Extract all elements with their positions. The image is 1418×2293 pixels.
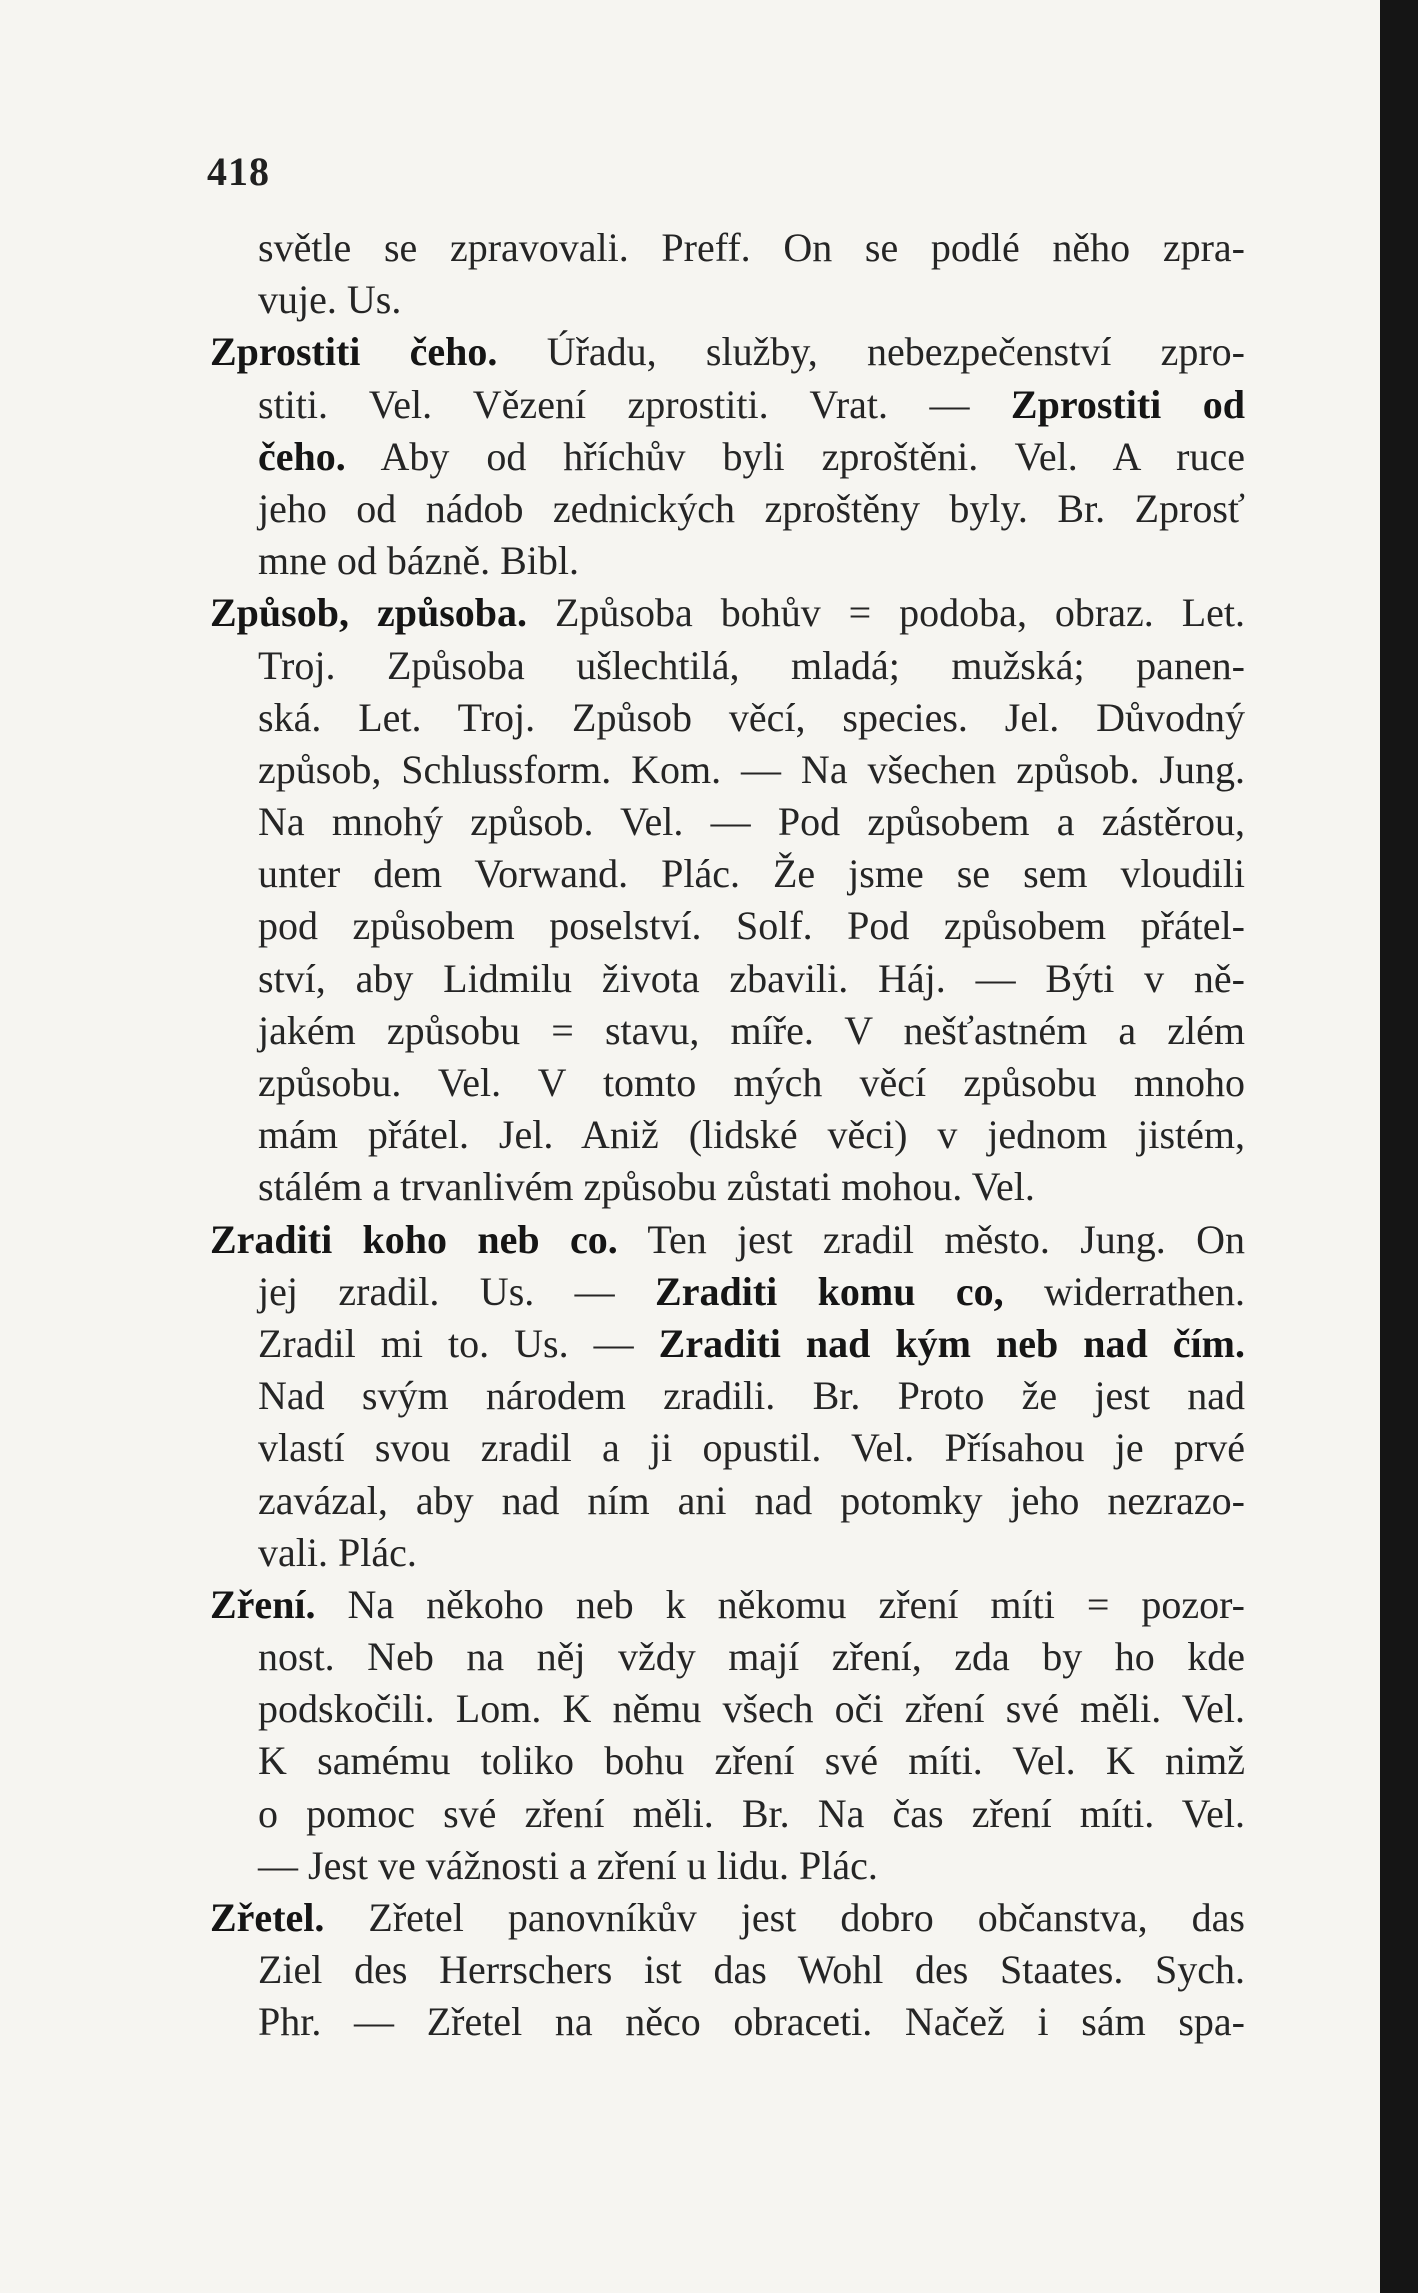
- line-text: vlastí svou zradil a ji opustil. Vel. Přísahou je prvé: [258, 1425, 1245, 1471]
- text-line: [210, 1005, 1245, 1057]
- text-line: [210, 1683, 1245, 1735]
- line-text: Úřadu, služby, nebezpečenství zpro-: [497, 329, 1245, 375]
- entry-headword: Zraditi komu co,: [655, 1268, 1004, 1314]
- line-text: světle se zpravovali. Preff. On se podlé něho zpra-: [258, 225, 1245, 270]
- line-text: mám přátel. Jel. Aniž (lidské věci) v jednom jistém,: [258, 1112, 1245, 1158]
- line-text: ství, aby Lidmilu života zbavili. Háj. — Býti v ně-: [258, 955, 1245, 1001]
- line-text: Na mnohý způsob. Vel. — Pod způsobem a zástěrou,: [258, 799, 1245, 845]
- line-text: Zřetel panovníkův jest dobro občanstva, das: [324, 1895, 1245, 1940]
- text-line: [210, 1788, 1245, 1840]
- text-line: [210, 1579, 1245, 1631]
- text-line: [210, 796, 1245, 848]
- text-line: [210, 692, 1245, 744]
- line-text: stálém a trvanlivém způsobu zůstati mohou. Vel.: [258, 1164, 1035, 1210]
- text-line: [210, 1422, 1245, 1474]
- text-line: [210, 274, 1245, 326]
- line-text: nost. Neb na něj vždy mají zření, zda by ho kde: [258, 1634, 1245, 1680]
- line-text: Troj. Způsoba ušlechtilá, mladá; mužská; panen-: [258, 642, 1245, 688]
- text-line: [210, 744, 1245, 796]
- text-line: [210, 1892, 1245, 1944]
- line-text: vuje. Us.: [258, 277, 402, 323]
- text-line: [210, 900, 1245, 952]
- text-line: [210, 431, 1245, 483]
- entry-headword: Zraditi nad kým neb nad čím.: [658, 1320, 1245, 1366]
- text-line: [210, 1840, 1245, 1892]
- text-line: [210, 379, 1245, 431]
- text-line: [210, 483, 1245, 535]
- line-text: Zradil mi to. Us. —: [258, 1320, 659, 1366]
- text-line: [210, 1057, 1245, 1109]
- dictionary-text: [210, 222, 1245, 2049]
- line-text: Na někoho neb k někomu zření míti = pozor-: [315, 1581, 1245, 1627]
- text-line: [210, 1318, 1245, 1370]
- text-line: [210, 640, 1245, 692]
- entry-headword: Zprostiti čeho.: [210, 329, 498, 375]
- line-text: Aby od hříchův byli zproštěni. Vel. A ruce: [345, 433, 1245, 479]
- line-text: mne od bázně. Bibl.: [258, 538, 580, 584]
- entry-headword: Zřetel.: [210, 1895, 325, 1940]
- line-text: ská. Let. Troj. Způsob věcí, species. Jel. Důvodný: [258, 694, 1245, 740]
- text-line: [210, 1996, 1245, 2048]
- line-text: Nad svým národem zradili. Br. Proto že jest nad: [258, 1373, 1245, 1419]
- text-line: [210, 587, 1245, 639]
- line-text: pod způsobem poselství. Solf. Pod způsobem přátel-: [258, 903, 1245, 949]
- entry-headword: čeho.: [258, 433, 346, 479]
- entry-headword: Zření.: [210, 1581, 316, 1627]
- line-text: Ten jest zradil město. Jung. On: [617, 1216, 1245, 1262]
- text-line: [210, 535, 1245, 587]
- text-line: [210, 1109, 1245, 1161]
- line-text: o pomoc své zření měli. Br. Na čas zření míti. Vel.: [258, 1790, 1245, 1836]
- line-text: zavázal, aby nad ním ani nad potomky jeho nezrazo-: [258, 1477, 1245, 1523]
- entry-headword: Způsob, způsoba.: [210, 590, 528, 636]
- text-line: [210, 848, 1245, 900]
- line-text: Phr. — Zřetel na něco obraceti. Načež i sám spa-: [258, 1999, 1245, 2045]
- text-line: [210, 1214, 1245, 1266]
- line-text: stiti. Vel. Vězení zprostiti. Vrat. —: [258, 381, 1011, 427]
- text-line: [210, 1266, 1245, 1318]
- line-text: widerrathen.: [1003, 1268, 1245, 1314]
- page-edge-shadow: [1380, 0, 1418, 2293]
- text-line: [210, 1735, 1245, 1787]
- page-number: 418: [207, 149, 270, 194]
- text-line: [210, 1527, 1245, 1579]
- text-line: [210, 953, 1245, 1005]
- text-line: [210, 1944, 1245, 1996]
- text-line: [210, 222, 1245, 274]
- line-text: vali. Plác.: [258, 1529, 417, 1575]
- line-text: způsob, Schlussform. Kom. — Na všechen způsob. Jung.: [258, 746, 1245, 792]
- text-line: [210, 1475, 1245, 1527]
- line-text: podskočili. Lom. K němu všech oči zření své měli. Vel.: [258, 1686, 1245, 1732]
- text-line: [210, 326, 1245, 378]
- line-text: K samému toliko bohu zření své míti. Vel. K nimž: [258, 1738, 1245, 1784]
- text-line: [210, 1631, 1245, 1683]
- line-text: způsobu. Vel. V tomto mých věcí způsobu mnoho: [258, 1060, 1245, 1105]
- line-text: jej zradil. Us. —: [258, 1268, 656, 1314]
- entry-headword: Zraditi koho neb co.: [210, 1216, 618, 1262]
- line-text: — Jest ve vážnosti a zření u lidu. Plác.: [258, 1842, 878, 1888]
- entry-headword: Zprostiti od: [1010, 381, 1245, 427]
- line-text: jakém způsobu = stavu, míře. V nešťastném a zlém: [258, 1007, 1245, 1053]
- text-line: [210, 1161, 1245, 1213]
- text-line: [210, 1370, 1245, 1422]
- line-text: Způsoba bohův = podoba, obraz. Let.: [527, 590, 1245, 636]
- line-text: jeho od nádob zednických zproštěny byly. Br. Zprosť: [258, 485, 1245, 531]
- line-text: Ziel des Herrschers ist das Wohl des Staates. Sych.: [258, 1947, 1245, 1993]
- line-text: unter dem Vorwand. Plác. Že jsme se sem vloudili: [258, 851, 1245, 897]
